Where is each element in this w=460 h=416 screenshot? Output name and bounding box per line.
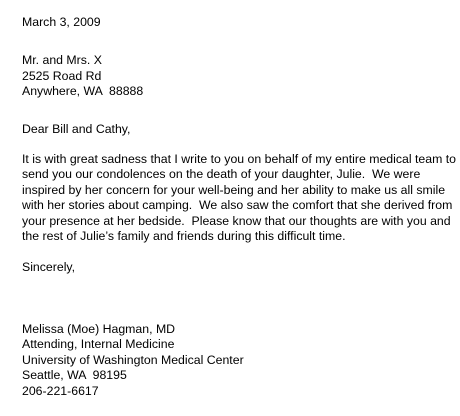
- body-line: It is with great sadness that I write to you on behalf of my entire medical team to: [22, 152, 457, 167]
- signer-phone: 206-221-6617: [22, 383, 99, 398]
- recipient-address: [22, 53, 458, 99]
- recipient-city: Anywhere, WA 88888: [22, 84, 144, 99]
- body-line: send you our condolences on the death of your daughter, Julie. We were: [22, 167, 421, 182]
- signer-title: Attending, Internal Medicine: [22, 337, 175, 352]
- body-line: inspired by her concern for your well-being and her ability to make us all smile: [22, 182, 446, 197]
- salutation: Dear Bill and Cathy,: [22, 121, 131, 136]
- body-line: with her stories about camping. We also saw the comfort that she derived from: [22, 198, 453, 213]
- recipient-street: 2525 Road Rd: [22, 68, 102, 83]
- letter-date: March 3, 2009: [22, 15, 101, 29]
- signer-organization: University of Washington Medical Center: [22, 352, 244, 367]
- recipient-name: Mr. and Mrs. X: [22, 53, 102, 68]
- letter: [22, 15, 458, 399]
- body-line: the rest of Julie’s family and friends during this difficult time.: [22, 229, 346, 244]
- signature-block: [22, 322, 458, 399]
- closing: Sincerely,: [22, 260, 76, 275]
- signer-city: Seattle, WA 98195: [22, 368, 127, 383]
- letter-body: [22, 152, 458, 244]
- body-line: your presence at her bedside. Please know that our thoughts are with you and: [22, 213, 451, 228]
- signer-name: Melissa (Moe) Hagman, MD: [22, 321, 176, 336]
